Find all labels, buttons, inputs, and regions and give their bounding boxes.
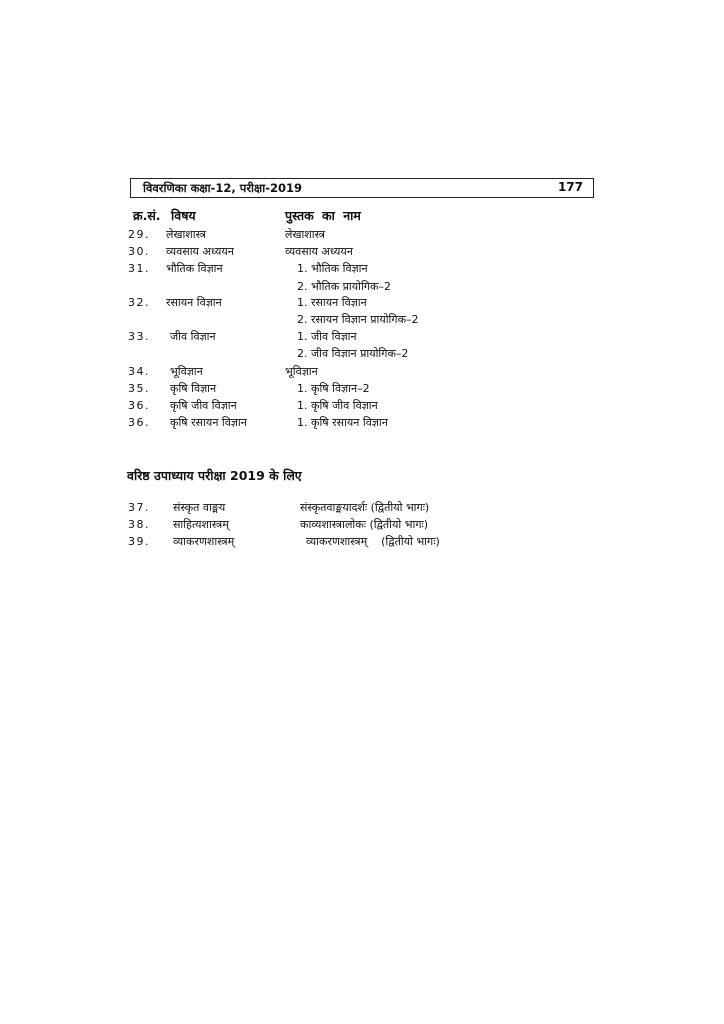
row-number: 34. — [128, 365, 150, 378]
row-subject: संस्कृत वाङ्मय — [173, 501, 226, 514]
row-number: 32. — [128, 296, 150, 309]
row-subject: रसायन विज्ञान — [166, 296, 222, 309]
row-book: संस्कृतवाङ्मयादर्शः (द्वितीयो भागः) — [300, 501, 430, 514]
section-title: वरिष्ठ उपाध्याय परीक्षा 2019 के लिए — [127, 468, 302, 483]
row-book: 2. रसायन विज्ञान प्रायोगिक–2 — [297, 313, 419, 326]
document-title: विवरणिका कक्षा-12, परीक्षा-2019 — [143, 181, 302, 195]
row-book: 1. भौतिक विज्ञान — [297, 262, 368, 275]
row-book: काव्यशास्त्रालोकः (द्वितीयो भागः) — [300, 518, 429, 531]
row-number: 39. — [128, 535, 150, 548]
row-subject: कृषि विज्ञान — [170, 382, 217, 395]
row-number: 38. — [128, 518, 150, 531]
row-subject: साहित्यशास्त्रम् — [173, 518, 229, 531]
row-number: 29. — [128, 228, 150, 241]
row-book: भूविज्ञान — [285, 365, 318, 378]
row-book: 2. भौतिक प्रायोगिक–2 — [297, 280, 391, 293]
row-number: 30. — [128, 245, 150, 258]
page-header — [130, 178, 594, 198]
row-number: 33. — [128, 330, 150, 343]
row-book: 1. कृषि जीव विज्ञान — [297, 399, 378, 412]
row-subject: भूविज्ञान — [170, 365, 203, 378]
page-number: 177 — [557, 180, 583, 194]
row-book: व्यवसाय अध्ययन — [285, 245, 353, 258]
row-subject: कृषि रसायन विज्ञान — [170, 416, 247, 429]
row-book: 1. जीव विज्ञान — [297, 330, 357, 343]
row-subject: कृषि जीव विज्ञान — [170, 399, 237, 412]
row-number: 31. — [128, 262, 150, 275]
row-number: 37. — [128, 501, 150, 514]
row-subject: जीव विज्ञान — [170, 330, 216, 343]
row-book: 1. कृषि रसायन विज्ञान — [297, 416, 388, 429]
row-book: व्याकरणशास्त्रम् (द्वितीयो भागः) — [306, 535, 440, 548]
row-number: 35. — [128, 382, 150, 395]
row-number: 36. — [128, 399, 150, 412]
row-number: 36. — [128, 416, 150, 429]
row-subject: व्याकरणशास्त्रम् — [173, 535, 235, 548]
row-book: 1. रसायन विज्ञान — [297, 296, 367, 309]
row-subject: व्यवसाय अध्ययन — [166, 245, 234, 258]
row-book: 1. कृषि विज्ञान–2 — [297, 382, 370, 395]
row-book: 2. जीव विज्ञान प्रायोगिक–2 — [297, 347, 409, 360]
row-subject: लेखाशास्त्र — [166, 228, 206, 241]
column-header-sn: क्र.सं. — [133, 208, 161, 223]
row-book: लेखाशास्त्र — [285, 228, 325, 241]
row-subject: भौतिक विज्ञान — [166, 262, 223, 275]
column-header-subject: विषय — [171, 208, 196, 223]
column-header-book: पुस्तक का नाम — [285, 208, 361, 223]
